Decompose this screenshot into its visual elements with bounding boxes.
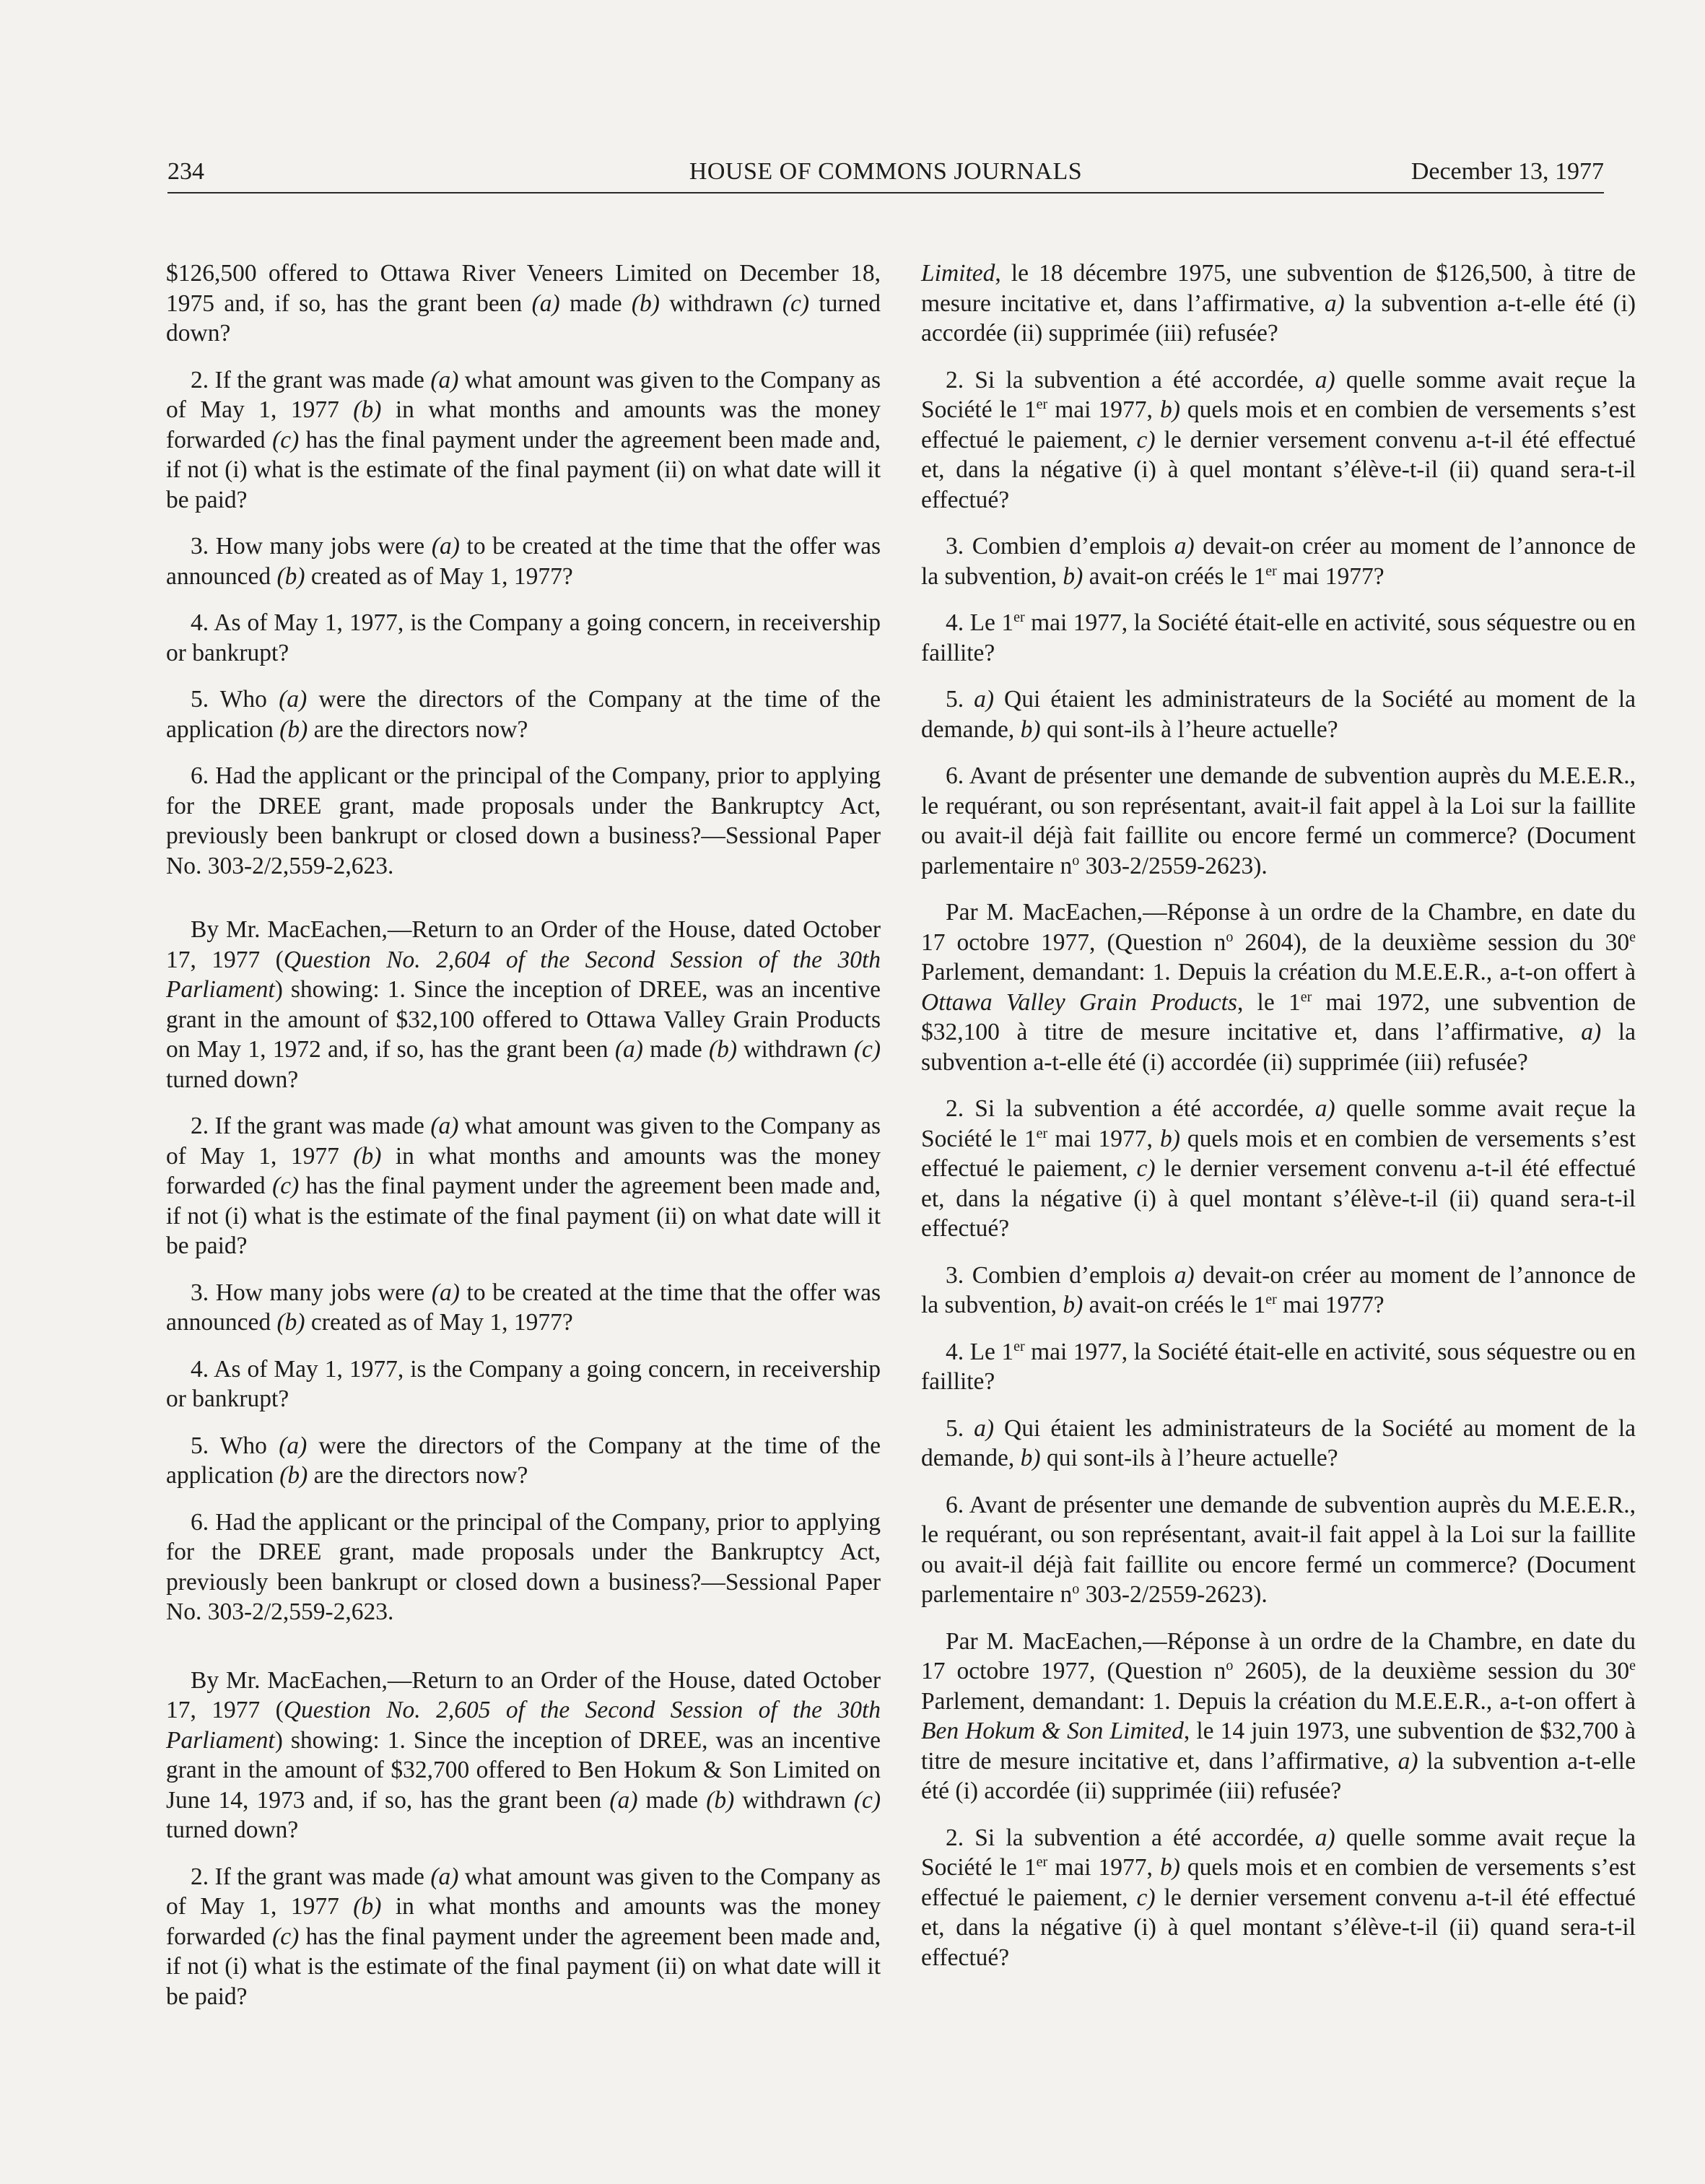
paragraph-question-2: 2. If the grant was made (a) what amount was given to the Company as of May 1, 1977 (b) in what months and amounts was the money forwarded (c) has the final payment under the agreement been made and, if not (i) what is the estimate of the final payment (ii) on what date will it be paid?: [166, 366, 881, 513]
paragraph-question-3: 3. How many jobs were (a) to be created at the time that the offer was announced (b) created as of May 1, 1977?: [166, 1279, 881, 1336]
paragraph-question-6: 6. Avant de présenter une demande de subvention auprès du M.E.E.R., le requérant, ou son représentant, avait-il fait appel à la Loi sur la faillite ou avait-il déjà fait faillite ou encore fermé un commerce? (Document parlementaire $n^o$ 303-2/2559-2623).: [921, 1491, 1636, 1608]
paragraph-return-2605: By Mr. MacEachen,—Return to an Order of the House, dated October 17, 1977 (Question No. 2,605 of the Second Session of the 30th Parliament) showing: 1. Since the inception of DREE, was an incentive grant in the amount of $32,700 offered to Ben Hokum & Son Limited on June 14, 1973 and, if so, has the grant been (a) made (b) withdrawn (c) turned down?: [166, 1666, 881, 1843]
paragraph-question-4: 4. As of May 1, 1977, is the Company a going concern, in receivership or bankrupt?: [166, 609, 881, 666]
paragraph-question-5: 5. Who (a) were the directors of the Company at the time of the application (b) are the directors now?: [166, 686, 881, 743]
paragraph-question-4: 4. Le 1er mai 1977, la Société était-elle en activité, sous séquestre ou en faillite?: [921, 609, 1636, 666]
paragraph-question-4: 4. As of May 1, 1977, is the Company a going concern, in receivership or bankrupt?: [166, 1355, 881, 1412]
paragraph-question-3: 3. Combien d’emplois a) devait-on créer au moment de l’annonce de la subvention, b) avait-on créés le 1er mai 1977?: [921, 1261, 1636, 1318]
paragraph-question-2: 2. If the grant was made (a) what amount was given to the Company as of May 1, 1977 (b) in what months and amounts was the money forwarded (c) has the final payment under the agreement been made and, if not (i) what is the estimate of the final payment (ii) on what date will it be paid?: [166, 1113, 881, 1259]
paragraph-question-2: 2. If the grant was made (a) what amount was given to the Company as of May 1, 1977 (b) in what months and amounts was the money forwarded (c) has the final payment under the agreement been made and, if not (i) what is the estimate of the final payment (ii) on what date will it be paid?: [166, 1863, 881, 2010]
paragraph-question-6: 6. Avant de présenter une demande de subvention auprès du M.E.E.R., le requérant, ou son représentant, avait-il fait appel à la Loi sur la faillite ou avait-il déjà fait faillite ou encore fermé un commerce? (Document parlementaire $n^o$ 303-2/2559-2623).: [921, 762, 1636, 879]
paragraph-question-5: 5. a) Qui étaient les administrateurs de la Société au moment de la demande, b) qui sont-ils à l’heure actuelle?: [921, 1414, 1636, 1471]
paragraph-question-5: 5. Who (a) were the directors of the Company at the time of the application (b) are the directors now?: [166, 1432, 881, 1489]
paragraph-question-6: 6. Had the applicant or the principal of the Company, prior to applying for the DREE grant, made proposals under the Bankruptcy Act, previously been bankrupt or closed down a business?—Sessional Paper No. 303-2/2,559-2,623.: [166, 1508, 881, 1625]
header-rule: [167, 192, 1604, 193]
paragraph-question-4: 4. Le 1er mai 1977, la Société était-elle en activité, sous séquestre ou en faillite?: [921, 1338, 1636, 1395]
paragraph-question-6: 6. Had the applicant or the principal of the Company, prior to applying for the DREE grant, made proposals under the Bankruptcy Act, previously been bankrupt or closed down a business?—Sessional Paper No. 303-2/2,559-2,623.: [166, 762, 881, 879]
page-number: 234: [167, 158, 204, 185]
paragraph-question-3: 3. How many jobs were (a) to be created at the time that the offer was announced (b) created as of May 1, 1977?: [166, 533, 881, 590]
paragraph-question-3: 3. Combien d’emplois a) devait-on créer au moment de l’annonce de la subvention, b) avait-on créés le 1er mai 1977?: [921, 533, 1636, 590]
paragraph-return-2604: Par M. MacEachen,—Réponse à un ordre de la Chambre, en date du 17 octobre 1977, (Question $n^o$ 2604), de la deuxième session du 30e Parlement, demandant: 1. Depuis la création du M.E.E.R., a-t-on offert à Ottawa Valley Grain Products, le 1er mai 1972, une subvention de $32,100 à titre de mesure incitative et, dans l’affirmative, a) la subvention a-t-elle été (i) accordée (ii) supprimée (iii) refusée?: [921, 899, 1636, 1076]
journal-title: HOUSE OF COMMONS JOURNALS: [689, 158, 1083, 185]
paragraph-question-2: 2. Si la subvention a été accordée, a) quelle somme avait reçue la Société le 1er mai 1977, b) quels mois et en combien de versements s’est effectué le paiement, c) le dernier versement convenu a-t-il été effectué et, dans la négative (i) à quel montant s’élève-t-il (ii) quand sera-t-il effectué?: [921, 1824, 1636, 1971]
paragraph-question-continuation: $126,500 offered to Ottawa River Veneers Limited on December 18, 1975 and, if so, has the grant been (a) made (b) withdrawn (c) turned down?: [166, 260, 881, 347]
journal-date: December 13, 1977: [1410, 158, 1604, 185]
paragraph-question-2: 2. Si la subvention a été accordée, a) quelle somme avait reçue la Société le 1er mai 1977, b) quels mois et en combien de versements s’est effectué le paiement, c) le dernier versement convenu a-t-il été effectué et, dans la négative (i) à quel montant s’élève-t-il (ii) quand sera-t-il effectué?: [921, 1095, 1636, 1242]
page-header: [167, 155, 1604, 189]
paragraph-question-5: 5. a) Qui étaient les administrateurs de la Société au moment de la demande, b) qui sont-ils à l’heure actuelle?: [921, 686, 1636, 743]
french-column: [921, 258, 1636, 1989]
paragraph-return-2605: Par M. MacEachen,—Réponse à un ordre de la Chambre, en date du 17 octobre 1977, (Question $n^o$ 2605), de la deuxième session du 30e Parlement, demandant: 1. Depuis la création du M.E.E.R., a-t-on offert à Ben Hokum & Son Limited, le 14 juin 1973, une subvention de $32,700 à titre de mesure incitative et, dans l’affirmative, a) la subvention a-t-elle été (i) accordée (ii) supprimée (iii) refusée?: [921, 1627, 1636, 1804]
english-column: [166, 258, 881, 2028]
paragraph-question-2: 2. Si la subvention a été accordée, a) quelle somme avait reçue la Société le 1er mai 1977, b) quels mois et en combien de versements s’est effectué le paiement, c) le dernier versement convenu a-t-il été effectué et, dans la négative (i) à quel montant s’élève-t-il (ii) quand sera-t-il effectué?: [921, 366, 1636, 513]
paragraph-return-2604: By Mr. MacEachen,—Return to an Order of the House, dated October 17, 1977 (Question No. 2,604 of the Second Session of the 30th Parliament) showing: 1. Since the inception of DREE, was an incentive grant in the amount of $32,100 offered to Ottawa Valley Grain Products on May 1, 1972 and, if so, has the grant been (a) made (b) withdrawn (c) turned down?: [166, 916, 881, 1093]
paragraph-question-continuation: Limited, le 18 décembre 1975, une subvention de $126,500, à titre de mesure incitative et, dans l’affirmative, a) la subvention a-t-elle été (i) accordée (ii) supprimée (iii) refusée?: [921, 260, 1636, 347]
